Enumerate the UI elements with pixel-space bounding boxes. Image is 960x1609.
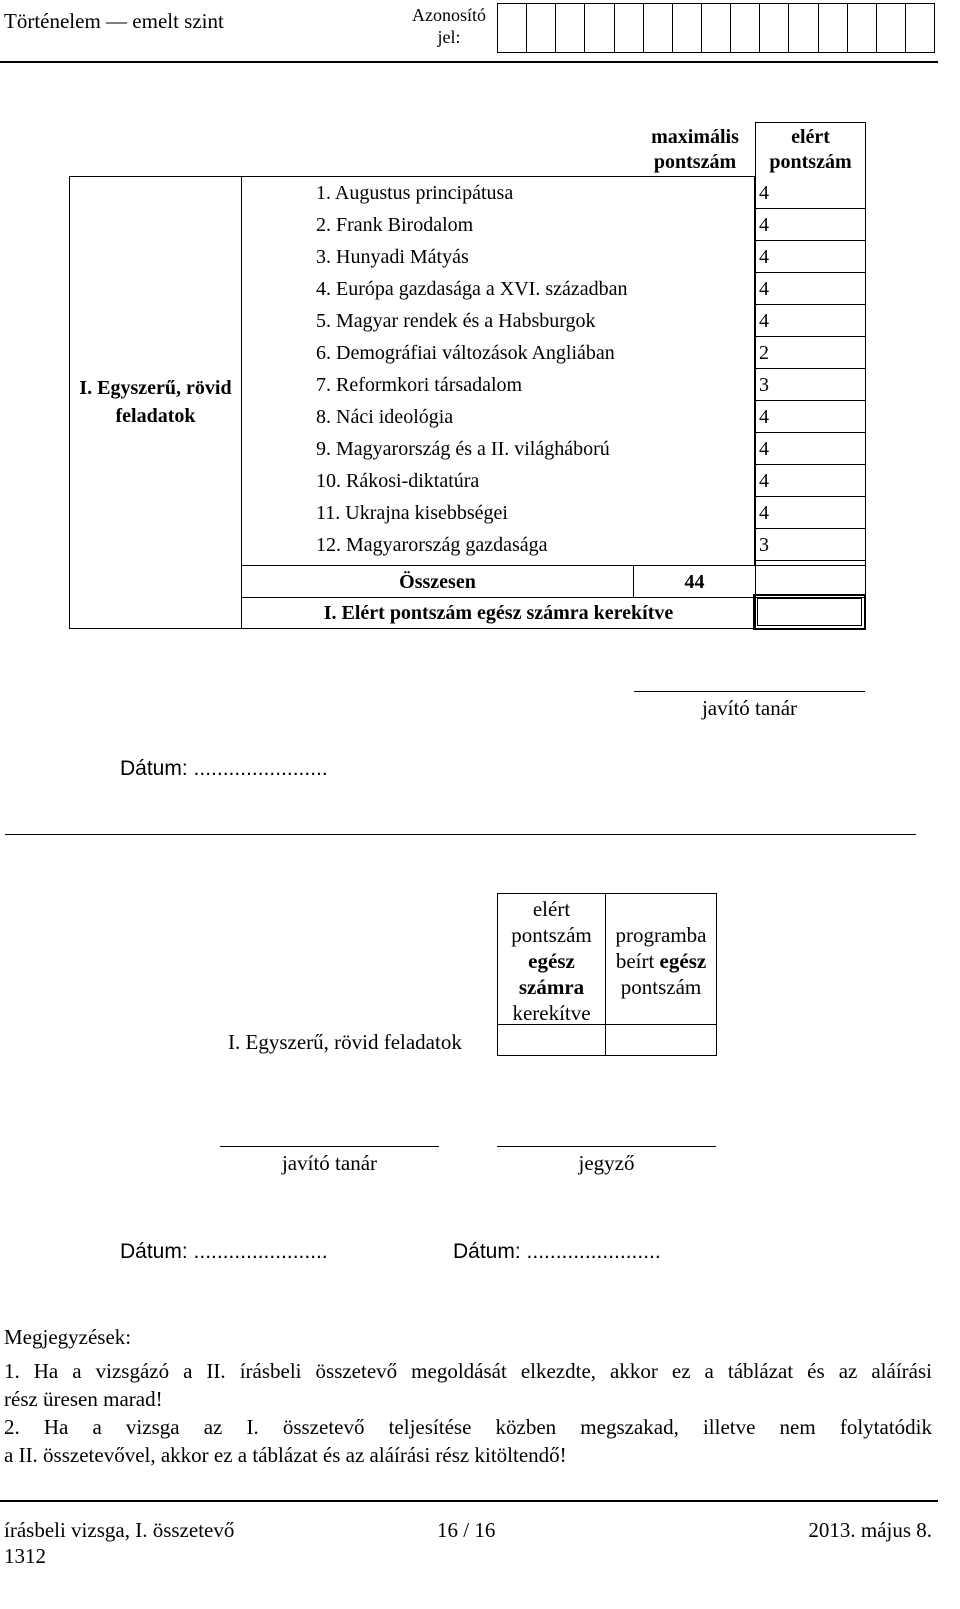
rounded-score-header bbox=[497, 896, 606, 1026]
separator-rule bbox=[5, 834, 916, 835]
task-max-score: 2 bbox=[759, 342, 769, 364]
col2-line: pontszám bbox=[620, 975, 702, 999]
footer-exam-label: írásbeli vizsga, I. összetevő bbox=[4, 1518, 235, 1542]
task-max-score: 4 bbox=[759, 502, 769, 524]
note-1-line-1: 1. Ha a vizsgázó a II. írásbeli összetevő megoldását elkezdte, akkor ez a táblázat és az aláírási bbox=[4, 1359, 932, 1383]
id-box[interactable] bbox=[615, 4, 644, 52]
col2-line bbox=[605, 948, 717, 974]
task-name: 10. Rákosi-diktatúra bbox=[316, 470, 480, 492]
footer-code: 1312 bbox=[4, 1544, 46, 1568]
task-name: 11. Ukrajna kisebbségei bbox=[316, 502, 508, 524]
total-value: 44 bbox=[684, 571, 705, 593]
task-name: 7. Reformkori társadalom bbox=[316, 374, 523, 396]
task-max-score: 4 bbox=[759, 182, 769, 204]
task-name: 5. Magyar rendek és a Habsburgok bbox=[316, 310, 596, 332]
table2-row-label: I. Egyszerű, rövid feladatok bbox=[228, 1030, 462, 1054]
footer-date: 2013. május 8. bbox=[808, 1518, 932, 1542]
task-max-score: 3 bbox=[759, 534, 769, 556]
program-score-input[interactable] bbox=[605, 1024, 717, 1056]
section-label: I. Egyszerű, rövid feladatok bbox=[79, 377, 232, 427]
task-max-score: 4 bbox=[759, 470, 769, 492]
id-box[interactable] bbox=[848, 4, 877, 52]
id-box[interactable] bbox=[819, 4, 848, 52]
task-max-score: 4 bbox=[759, 438, 769, 460]
rounded-label: I. Elért pontszám egész számra kerekítve bbox=[323, 602, 674, 624]
footer-rule bbox=[0, 1500, 938, 1502]
clerk-signature-line bbox=[497, 1146, 716, 1147]
task-name: 3. Hunyadi Mátyás bbox=[316, 246, 469, 268]
note-1-line-2: rész üresen marad! bbox=[4, 1387, 163, 1411]
teacher-signature-line bbox=[634, 691, 865, 692]
id-box[interactable] bbox=[556, 4, 585, 52]
task-max-score: 3 bbox=[759, 374, 769, 396]
header-title: Történelem — emelt szint bbox=[4, 9, 224, 33]
id-box[interactable] bbox=[702, 4, 731, 52]
id-box[interactable] bbox=[789, 4, 818, 52]
id-box[interactable] bbox=[877, 4, 906, 52]
max-col-header: maximális pontszám bbox=[651, 126, 739, 173]
task-name: 8. Náci ideológia bbox=[316, 406, 454, 428]
id-box[interactable] bbox=[906, 4, 935, 52]
col1-line: kerekítve bbox=[512, 1001, 591, 1025]
id-label: Azonosító jel: bbox=[412, 5, 486, 47]
col2-line-a: beírt bbox=[615, 949, 660, 973]
note-2-line-1: 2. Ha a vizsga az I. összetevő teljesítése közben megszakad, illetve nem folytatódik bbox=[4, 1415, 932, 1439]
id-box[interactable] bbox=[673, 4, 702, 52]
col1-line: számra bbox=[518, 975, 585, 999]
task-max-score: 4 bbox=[759, 246, 769, 268]
id-box[interactable] bbox=[585, 4, 614, 52]
col2-line-b: egész bbox=[659, 949, 707, 973]
note-2-line-2: a II. összetevővel, akkor ez a táblázat és az aláírási rész kitöltendő! bbox=[4, 1443, 567, 1467]
rounded-score-inner bbox=[757, 598, 862, 626]
task-max-score: 4 bbox=[759, 214, 769, 236]
col1-line: egész bbox=[528, 949, 575, 973]
task-max-score: 4 bbox=[759, 278, 769, 300]
id-box[interactable] bbox=[731, 4, 760, 52]
id-box[interactable] bbox=[527, 4, 556, 52]
date-field: Dátum: ....................... bbox=[120, 757, 328, 780]
notes-title: Megjegyzések: bbox=[4, 1325, 132, 1349]
footer-page: 16 / 16 bbox=[437, 1518, 496, 1542]
score-table bbox=[69, 122, 866, 629]
header-rule bbox=[0, 61, 938, 63]
date-field-2: Dátum: ....................... bbox=[453, 1240, 661, 1263]
id-box[interactable] bbox=[760, 4, 789, 52]
task-name: 2. Frank Birodalom bbox=[316, 214, 474, 236]
teacher-signature-line-2 bbox=[220, 1146, 439, 1147]
col1-line: pontszám bbox=[511, 923, 592, 947]
teacher-label: javító tanár bbox=[701, 696, 798, 720]
id-box[interactable] bbox=[498, 4, 527, 52]
clerk-label: jegyző bbox=[578, 1151, 635, 1175]
task-name: 1. Augustus principátusa bbox=[316, 182, 514, 204]
col2-line: programba bbox=[615, 923, 707, 947]
date-field-1: Dátum: ....................... bbox=[120, 1240, 328, 1263]
task-max-score: 4 bbox=[759, 406, 769, 428]
rounded-score-input[interactable] bbox=[497, 1024, 606, 1056]
program-score-header bbox=[605, 922, 717, 1000]
id-boxes[interactable] bbox=[497, 3, 935, 53]
col1-line: elért bbox=[532, 897, 571, 921]
task-name: 9. Magyarország és a II. világháború bbox=[316, 438, 610, 460]
task-name: 4. Európa gazdasága a XVI. században bbox=[316, 278, 628, 300]
teacher-label-2: javító tanár bbox=[281, 1151, 378, 1175]
task-max-score: 4 bbox=[759, 310, 769, 332]
task-name: 12. Magyarország gazdasága bbox=[316, 534, 548, 556]
total-label: Összesen bbox=[399, 571, 476, 593]
achieved-col-header: elért pontszám bbox=[769, 126, 852, 173]
task-name: 6. Demográfiai változások Angliában bbox=[316, 342, 615, 364]
id-box[interactable] bbox=[644, 4, 673, 52]
